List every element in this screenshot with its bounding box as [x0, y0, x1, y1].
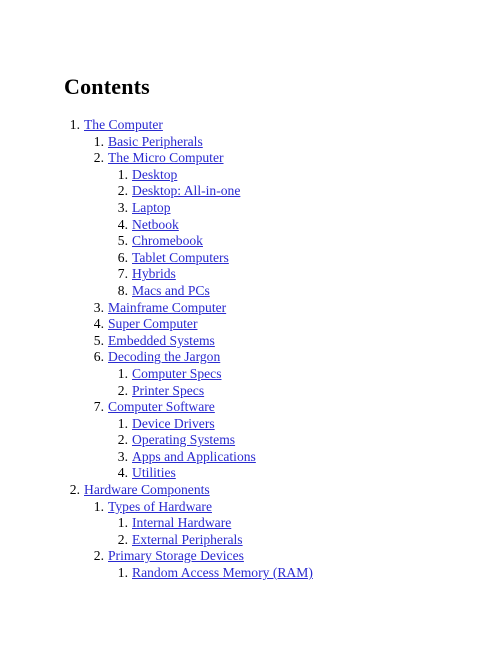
toc-link[interactable]: The Micro Computer	[108, 150, 224, 166]
toc-entry	[0, 150, 500, 167]
toc-link[interactable]: Apps and Applications	[132, 448, 256, 464]
toc-row	[0, 233, 500, 250]
toc-entry	[0, 117, 500, 134]
toc-link[interactable]: Desktop	[132, 166, 178, 182]
toc-row	[0, 134, 500, 151]
toc-number: 7.	[117, 266, 128, 282]
toc-row	[0, 333, 500, 350]
toc-entry	[0, 548, 500, 565]
toc-row	[0, 250, 500, 267]
toc-link[interactable]: Device Drivers	[132, 415, 215, 431]
toc-link[interactable]: Laptop	[132, 199, 171, 215]
toc-link[interactable]: Random Access Memory (RAM)	[132, 565, 313, 581]
toc-link[interactable]: Computer Specs	[132, 365, 222, 381]
toc-link[interactable]: Macs and PCs	[132, 282, 210, 298]
toc-entry	[0, 399, 500, 416]
toc-entry	[0, 565, 500, 582]
toc-entry	[0, 333, 500, 350]
toc-entry	[0, 167, 500, 184]
toc-number: 2.	[69, 482, 80, 498]
toc-link[interactable]: Utilities	[132, 465, 176, 481]
toc-row	[0, 150, 500, 167]
toc-number: 1.	[69, 117, 80, 132]
toc-row	[0, 432, 500, 449]
toc-number: 2.	[117, 432, 128, 448]
toc-row	[0, 499, 500, 516]
toc-number: 2.	[117, 531, 128, 547]
toc-number: 3.	[93, 299, 104, 315]
toc-number: 6.	[93, 349, 104, 365]
toc-entry	[0, 217, 500, 234]
toc-link[interactable]: Desktop: All-in-one	[132, 183, 241, 199]
toc-entry	[0, 200, 500, 217]
toc-entry	[0, 482, 500, 499]
toc-entry	[0, 300, 500, 317]
toc-link[interactable]: Hybrids	[132, 266, 176, 282]
toc-row	[0, 383, 500, 400]
toc-row	[0, 183, 500, 200]
toc-link[interactable]: Internal Hardware	[132, 515, 232, 531]
toc-number: 1.	[117, 565, 128, 581]
toc-number: 8.	[117, 282, 128, 298]
toc-link[interactable]: Primary Storage Devices	[108, 548, 244, 564]
toc-entry	[0, 283, 500, 300]
toc-row	[0, 117, 500, 134]
toc-row	[0, 399, 500, 416]
toc-number: 4.	[117, 216, 128, 232]
toc-number: 3.	[117, 199, 128, 215]
toc-row	[0, 200, 500, 217]
toc-entry	[0, 499, 500, 516]
toc-number: 5.	[93, 332, 104, 348]
toc-entry	[0, 515, 500, 532]
toc-link[interactable]: Basic Peripherals	[108, 133, 203, 149]
toc-number: 4.	[117, 465, 128, 481]
toc-number: 2.	[117, 382, 128, 398]
toc-number: 2.	[117, 183, 128, 199]
toc-entry	[0, 449, 500, 466]
toc-row	[0, 548, 500, 565]
toc-link[interactable]: Tablet Computers	[132, 249, 229, 265]
toc-number: 2.	[93, 548, 104, 564]
toc-link[interactable]: The Computer	[84, 117, 163, 132]
toc-number: 1.	[117, 365, 128, 381]
toc-link[interactable]: Printer Specs	[132, 382, 205, 398]
page-title: Contents	[64, 74, 150, 99]
toc-entry	[0, 432, 500, 449]
toc-row	[0, 565, 500, 582]
toc-row	[0, 283, 500, 300]
toc-number: 1.	[93, 133, 104, 149]
toc-entry	[0, 134, 500, 151]
toc-entry	[0, 266, 500, 283]
toc-entry	[0, 465, 500, 482]
table-of-contents	[0, 117, 500, 582]
toc-number: 7.	[93, 399, 104, 415]
toc-entry	[0, 416, 500, 433]
toc-entry	[0, 316, 500, 333]
toc-row	[0, 532, 500, 549]
toc-number: 4.	[93, 316, 104, 332]
toc-entry	[0, 383, 500, 400]
toc-number: 1.	[117, 166, 128, 182]
toc-entry	[0, 233, 500, 250]
toc-link[interactable]: Embedded Systems	[108, 332, 215, 348]
toc-number: 1.	[117, 415, 128, 431]
toc-number: 2.	[93, 150, 104, 166]
toc-link[interactable]: Mainframe Computer	[108, 299, 227, 315]
toc-row	[0, 300, 500, 317]
toc-entry	[0, 250, 500, 267]
toc-number: 1.	[117, 515, 128, 531]
toc-entry	[0, 532, 500, 549]
toc-link[interactable]: Types of Hardware	[108, 498, 212, 514]
toc-link[interactable]: Netbook	[132, 216, 179, 232]
toc-link[interactable]: Hardware Components	[84, 482, 210, 498]
toc-row	[0, 449, 500, 466]
toc-number: 1.	[93, 498, 104, 514]
toc-entry	[0, 349, 500, 366]
toc-row	[0, 482, 500, 499]
toc-row	[0, 349, 500, 366]
toc-number: 5.	[117, 233, 128, 249]
toc-link[interactable]: External Peripherals	[132, 531, 243, 547]
toc-row	[0, 316, 500, 333]
toc-row	[0, 217, 500, 234]
toc-number: 3.	[117, 448, 128, 464]
toc-row	[0, 266, 500, 283]
toc-row	[0, 465, 500, 482]
toc-entry	[0, 183, 500, 200]
toc-row	[0, 416, 500, 433]
toc-link[interactable]: Super Computer	[108, 316, 198, 332]
toc-link[interactable]: Computer Software	[108, 399, 215, 415]
toc-entry	[0, 366, 500, 383]
toc-row	[0, 515, 500, 532]
toc-number: 6.	[117, 249, 128, 265]
toc-row	[0, 366, 500, 383]
toc-link[interactable]: Operating Systems	[132, 432, 236, 448]
toc-row	[0, 167, 500, 184]
toc-link[interactable]: Decoding the Jargon	[108, 349, 221, 365]
toc-link[interactable]: Chromebook	[132, 233, 203, 249]
